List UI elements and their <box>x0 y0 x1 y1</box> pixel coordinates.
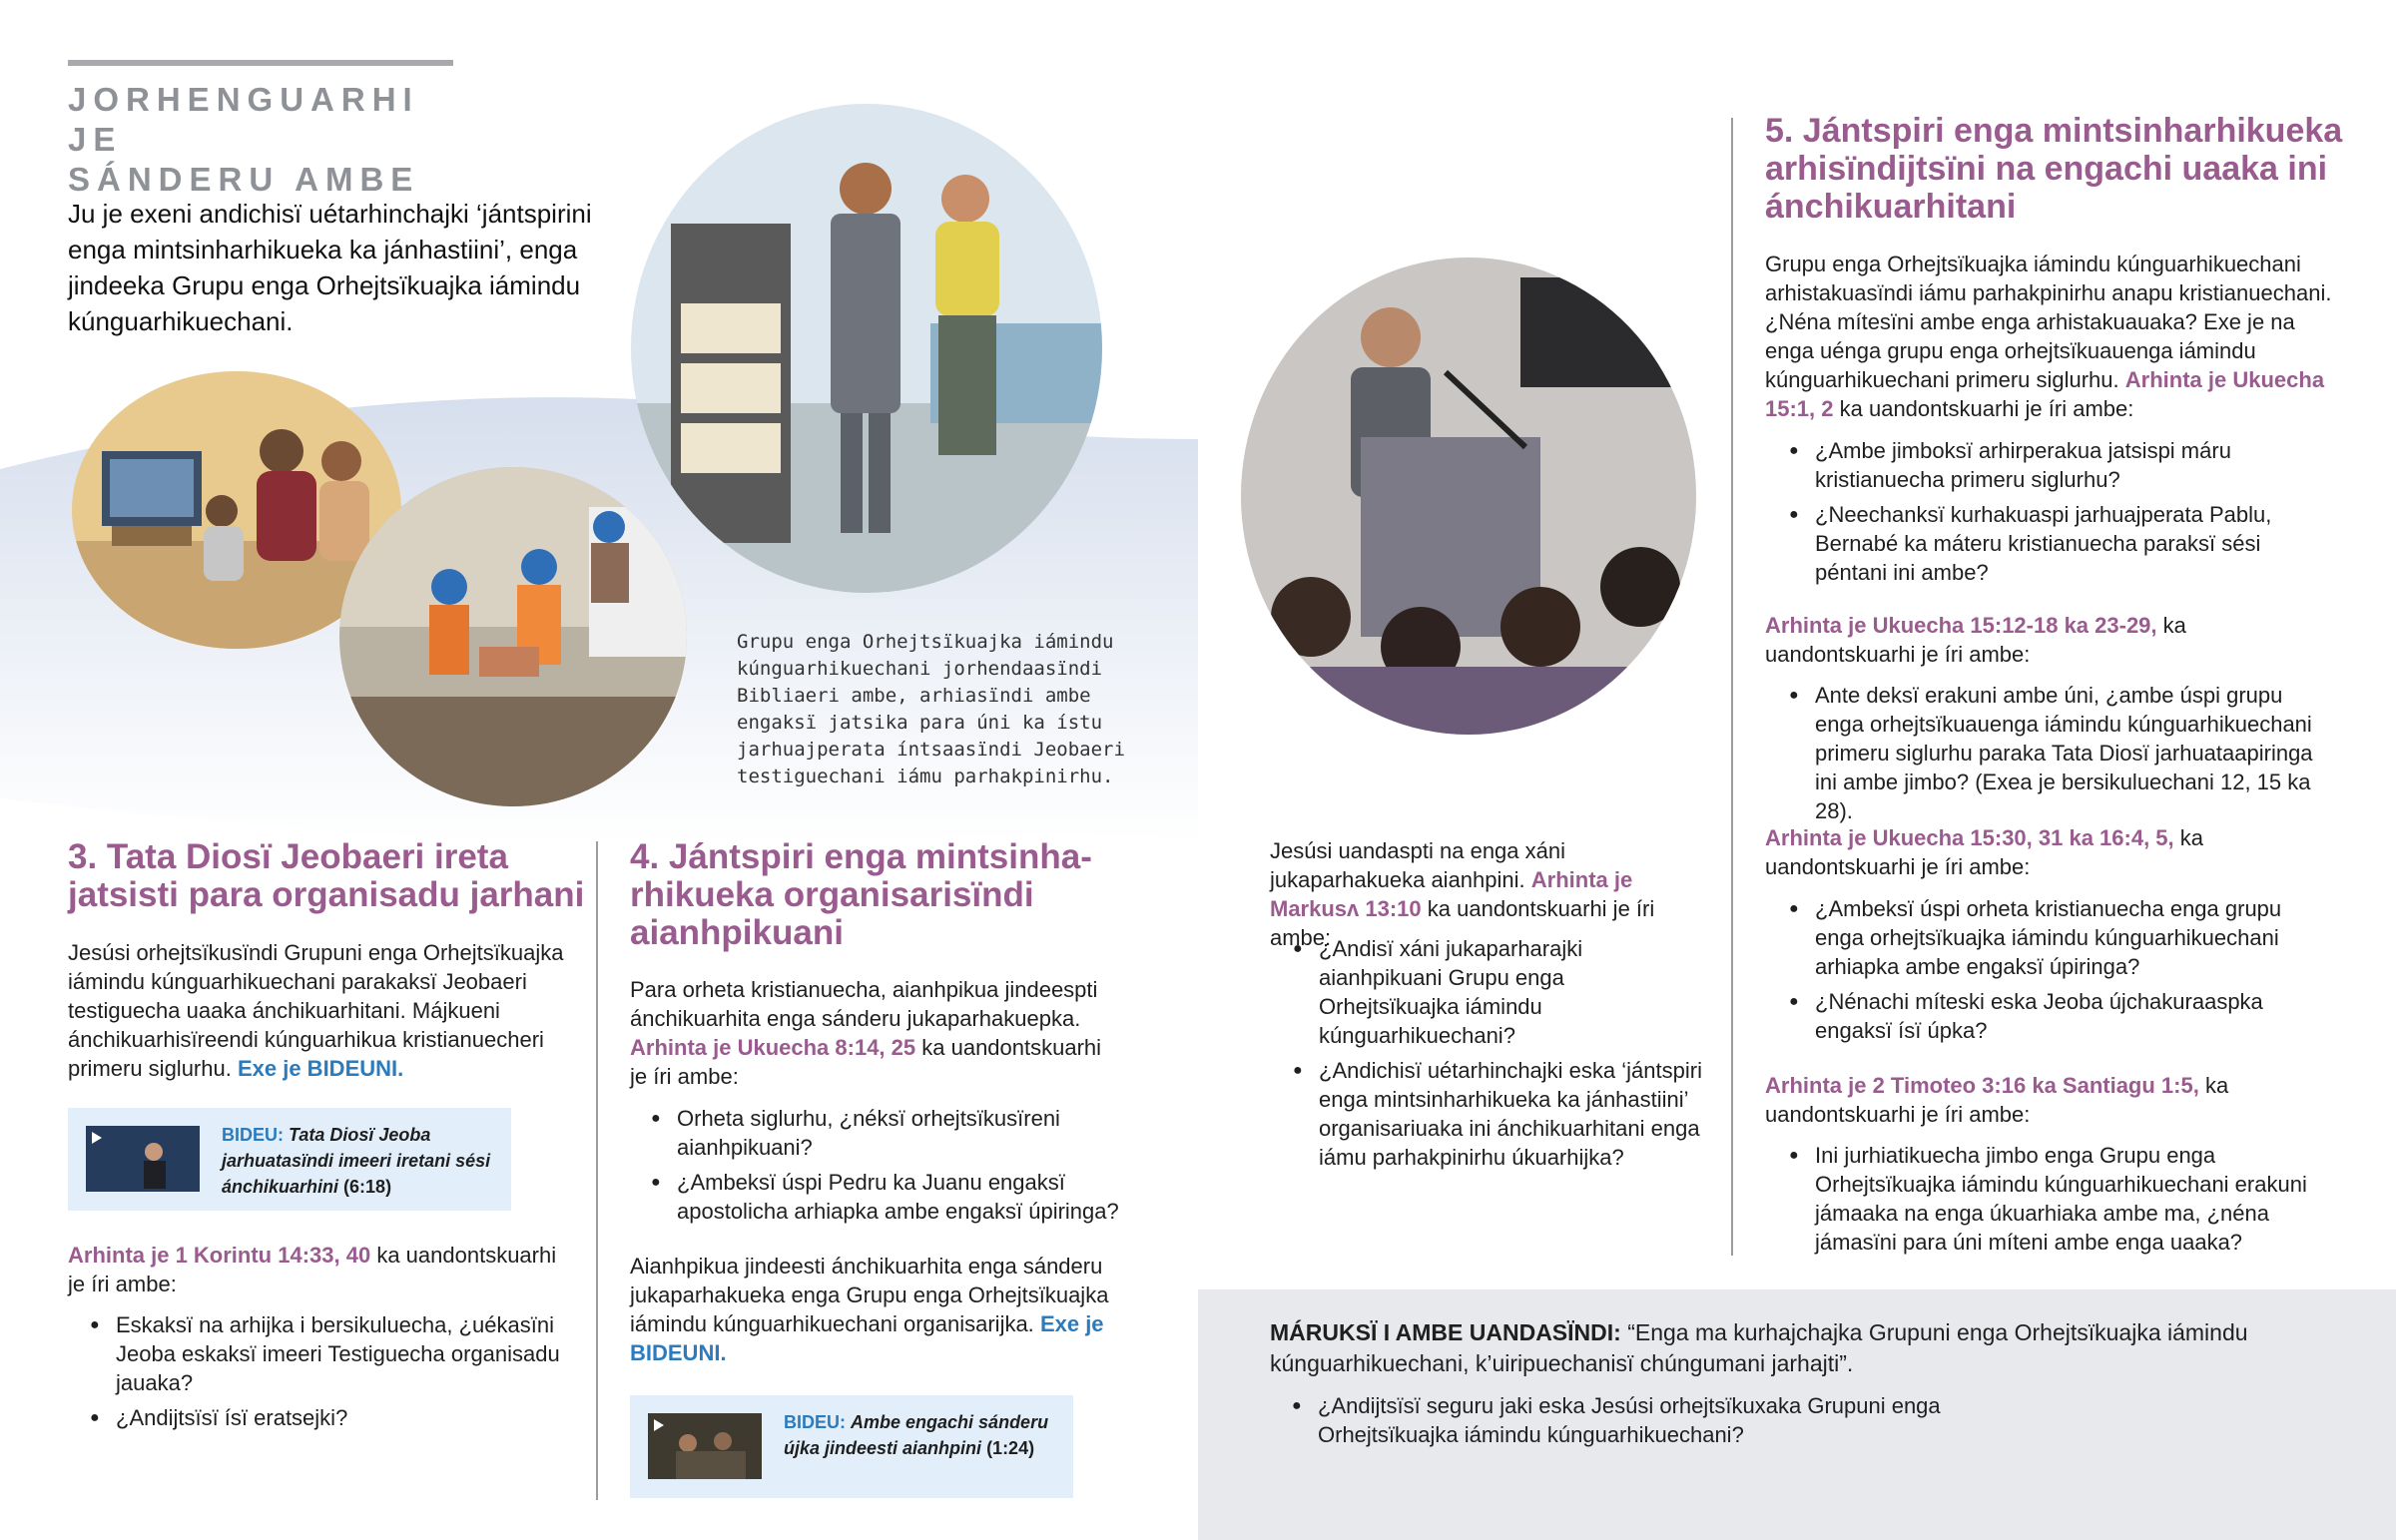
section-4-text: Aianhpikua jindeesti ánchikuarhita enga sánderu jukaparhakueka enga Grupu enga Orhejtsïkuajka iámindu kúnguarhikuechani organisarijka. <box>630 1254 1109 1336</box>
section-5-questions-4 <box>1789 1141 2328 1263</box>
middle-questions <box>1293 934 1702 1178</box>
question-item: ● Ini jurhiatikuecha jimbo enga Grupu enga Orhejtsïkuajka iámindu kúnguarhikuechani erakuni jámaaka na enga úkuarhiaka ambe ma, ¿néna jámasïni para úni míteni ambe enga uaaka? <box>1789 1141 2328 1257</box>
video-title: Tata Diosï Jeoba jarhuatasïndi imeeri iretani sési ánchikuarhini <box>222 1125 491 1197</box>
question-item: ● ¿Ambe jimboksï arhirperakua jatsispi máru kristianuecha primeru siglurhu? <box>1789 436 2328 494</box>
question-item: ● ¿Nénachi míteski eska Jeoba újchakuraaspka engaksï ísï úpka? <box>1789 987 2328 1045</box>
section-3-video-card[interactable] <box>68 1108 511 1211</box>
section-5-questions-3 <box>1789 894 2328 1051</box>
play-icon <box>86 1126 200 1192</box>
summary-questions <box>1292 1391 1991 1455</box>
section-4-video-link[interactable]: Exe je BIDEUNI. <box>630 1311 1104 1365</box>
section-5-title <box>1765 112 2364 226</box>
question-item: ● Ante deksï erakuni ambe úni, ¿ambe úspi grupu enga orhejtsïkuauenga iámindu kúnguarhikuechani primeru siglurhu paraka Tata Diosï jarhuataapiringa ini ambe jimbo? (Exea je bersikuluechani 12, 15 ka 28). <box>1789 681 2328 825</box>
question-item: ● Orheta siglurhu, ¿néksï orhejtsïkusïreni aianhpikuani? <box>651 1104 1130 1162</box>
question-item: ● Eskaksï na arhijka i bersikuluecha, ¿uékasïni Jeoba eskaksï imeeri Testiguecha organisadu jauaka? <box>90 1310 569 1397</box>
summary-box <box>1198 1289 2396 1540</box>
video-thumbnail[interactable] <box>648 1413 762 1479</box>
middle-text: Jesúsi uandaspti na enga xáni jukaparhakueka aianhpini. <box>1270 838 1565 892</box>
section-4-body-2 <box>630 1252 1119 1367</box>
section-5-body <box>1765 250 2339 423</box>
section-5-questions-2 <box>1789 681 2328 831</box>
speaker-podium-illustration <box>1241 257 1696 735</box>
section-4-text: Para orheta kristianuecha, aianhpikua jindeespti ánchikuarhita enga sánderu jukaparhakuepka. <box>630 977 1098 1031</box>
section-3-video-text <box>222 1122 501 1200</box>
section-5-title-line: arhisïndijtsïni na engachi uaaka ini <box>1765 150 2328 188</box>
question-item: ● ¿Neechanksï kurhakuaspi jarhuajperata Pablu, Bernabé ka máteru kristianuecha paraksï sési péntani ini ambe? <box>1789 500 2328 587</box>
section-3-text: Jesúsi orhejtsïkusïndi Grupuni enga Orhejtsïkuajka iámindu kúnguarhikuechani parakaksï Jeobaeri testiguecha uaaka ánchikuarhitani. Májkueni ánchikuarhisïreendi kúnguarhikua kristianuecheri primeru siglurhu. <box>68 940 564 1081</box>
section-4-title-line: 4. Jántspiri enga mintsinha- <box>630 837 1092 876</box>
reference-instruction: ka uandontskuarhi je íri ambe: <box>1765 1073 2229 1127</box>
summary-text <box>1270 1317 2268 1379</box>
reference-instruction: ka uandontskuarhi je íri ambe: <box>630 1035 1102 1089</box>
section-3-video-link[interactable]: Exe je BIDEUNI. <box>237 1056 404 1081</box>
section-5-title-line: 5. Jántspiri enga mintsinharhikueka <box>1765 112 2343 150</box>
illustration-caption: Grupu enga Orhejtsïkuajka iámindu kúnguarhikuechani jorhendaasïndi Bibliaeri ambe, arhiasïndi ambe engaksï jatsika para úni ka ístu jarhuajperata íntsaasïndi Jeobaeri testiguechani iámu parhakpinirhu. <box>737 631 1125 787</box>
kicker-line-2: SÁNDERU AMBE <box>68 161 420 198</box>
reference-instruction: ka uandontskuarhi je íri ambe: <box>68 1243 557 1296</box>
question-text: ¿Andijtsïsï ísï eratsejki? <box>116 1405 348 1430</box>
section-4-title <box>630 838 1149 952</box>
question-item: ● ¿Andisï xáni jukaparharajki aianhpikuani Grupu enga Orhejtsïkuajka iámindu kúnguarhikuechani? <box>1293 934 1702 1050</box>
section-3-body <box>68 938 567 1083</box>
play-icon <box>648 1413 762 1479</box>
scripture-reference: Arhinta je Ukuecha 15:12-18 ka 23-29, <box>1765 613 2157 638</box>
section-4-video-card[interactable] <box>630 1395 1073 1498</box>
public-witnessing-illustration <box>631 104 1102 593</box>
column-divider <box>1731 118 1733 1256</box>
section-4-title-line: rhikueka organisarisïndi <box>630 875 1034 914</box>
section-5-title-line: ánchikuarhitani <box>1765 188 2017 226</box>
section-3-questions <box>90 1310 569 1438</box>
reference-instruction: ka uandontskuarhi je íri ambe: <box>1839 396 2134 421</box>
section-5-reference-4 <box>1765 1071 2339 1129</box>
video-title: Ambe engachi sánderu újka jindeesti aianhpini <box>784 1412 1049 1458</box>
summary-label: MÁRUKSÏ I AMBE UANDASÏNDI: <box>1270 1319 1621 1345</box>
question-item: ● ¿Ambeksï úspi Pedru ka Juanu engaksï apostolicha arhiapka ambe engaksï úpiringa? <box>651 1168 1130 1226</box>
video-duration: (1:24) <box>986 1438 1035 1458</box>
section-5-text: Grupu enga Orhejtsïkuajka iámindu kúnguarhikuechani arhistakuasïndi iámu parhakpinirhu anapu kristianuechani. ¿Néna mítesïni ambe enga arhistakuauaka? Exe je na enga uénga grupu enga orhejtsïkuauenga iámindu kúnguarhikuechani primeru siglurhu. <box>1765 252 2332 392</box>
section-3-reference <box>68 1241 567 1298</box>
reference-instruction: ka uandontskuarhi je íri ambe: <box>1765 825 2204 879</box>
video-label: BIDEU: <box>222 1125 284 1145</box>
intro-text: Ju je exeni andichisï uétarhinchajki ‘jántspirini enga mintsinharhikueka ka jánhastiini’, enga jindeeka Grupu enga Orhejtsïkuajka iámindu kúnguarhikuechani. <box>68 199 592 336</box>
reference-instruction: ka uandontskuarhi je íri ambe: <box>1270 896 1655 950</box>
section-4-title-line: aianhpikuani <box>630 913 844 952</box>
question-item <box>90 1403 569 1432</box>
relief-workers-illustration <box>339 467 687 806</box>
question-item: ● ¿Andichisï uétarhinchajki eska ‘jántspiri enga mintsinharhikueka ka jánhastiini’ organisariuaka ini ánchikuarhitani enga iámu parhakpinirhu úkuarhijka? <box>1293 1056 1702 1172</box>
summary-statement: “Enga ma kurhajchajka Grupuni enga Orhejtsïkuajka iámindu kúnguarhikuechani, k’uiripuechanisï chúngumani jarhajti”. <box>1270 1319 2248 1376</box>
section-4-video-text <box>784 1409 1063 1461</box>
question-item: ● ¿Andijtsïsï seguru jaki eska Jesúsi orhejtsïkuxaka Grupuni enga Orhejtsïkuajka iámindu kúnguarhikuechani? <box>1292 1391 1991 1449</box>
scripture-reference: Arhinta je Ukuecha 15:1, 2 <box>1765 367 2325 421</box>
section-3-title-line: jatsisti para organisadu jarhani <box>68 875 585 914</box>
section-kicker <box>68 80 487 200</box>
section-3-title <box>68 838 607 914</box>
scripture-reference: Arhinta je Ukuecha 8:14, 25 <box>630 1035 916 1060</box>
video-duration: (6:18) <box>343 1177 392 1197</box>
reference-instruction: ka uandontskuarhi je íri ambe: <box>1765 613 2186 667</box>
section-4-body <box>630 975 1119 1091</box>
video-label: BIDEU: <box>784 1412 846 1432</box>
scripture-reference: Arhinta je 1 Korintu 14:33, 40 <box>68 1243 371 1268</box>
top-rule <box>68 60 453 66</box>
section-5-questions-1 <box>1789 436 2328 593</box>
kicker-line-1: JORHENGUARHI JE <box>68 81 419 158</box>
question-item: ● ¿Ambeksï úspi orheta kristianuecha enga grupu enga orhejtsïkuajka iámindu kúnguarhikuechani arhiapka ambe engaksï úpiringa? <box>1789 894 2328 981</box>
scripture-reference: Arhinta je Ukuecha 15:30, 31 ka 16:4, 5, <box>1765 825 2174 850</box>
section-3-title-line: 3. Tata Diosï Jeobaeri ireta <box>68 837 508 876</box>
section-5-reference-3 <box>1765 823 2339 881</box>
scripture-reference: Arhinta je 2 Timoteo 3:16 ka Santiagu 1:5, <box>1765 1073 2199 1098</box>
column-divider <box>596 841 598 1500</box>
section-4-questions <box>651 1104 1130 1232</box>
scripture-reference: Arhinta je Markusʌ 13:10 <box>1270 867 1633 921</box>
section-5-reference-2 <box>1765 611 2339 669</box>
video-thumbnail[interactable] <box>86 1126 200 1192</box>
